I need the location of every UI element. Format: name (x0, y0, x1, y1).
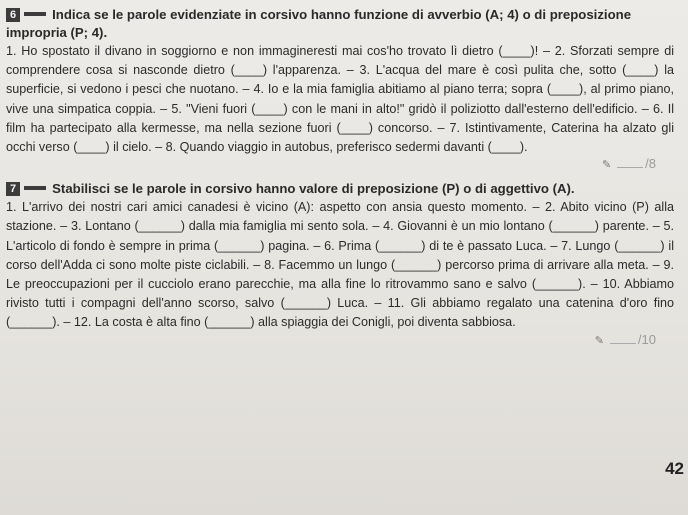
exercise-7-text: 1. L'arrivo dei nostri cari amici canadesi è vicino (A): aspetto con ansia questo momento. – 2. Abito vicino (P) alla stazione. – 3. Lontano (______) dalla mia famiglia mi sento sola. – 4. Giovanni è un mio lontano (______) parente. – 5. L'articolo di fondo è sempre in prima (______) pagina. – 6. Prima (______) di te è passato Luca. – 7. Lungo (______) il corso dell'Adda ci sono molte piste ciclabili. – 8. Facemmo un lungo (______) percorso prima di arrivare alla meta. – 9. Le preoccupazioni per il cucciolo erano parecchie, ma alla fine lo ritrovammo sano e salvo (______). – 10. Abbiamo rivisto tutti i compagni dell'anno scorso, salvo (______) Luca. – 11. Gli abbiamo regalato una catenina d'oro fino (______). – 12. La costa è alta fino (______) alla spiaggia dei Conigli, poi diventa sabbiosa. (6, 200, 674, 330)
exercise-7-number-badge: 7 (6, 182, 20, 196)
exercise-6-score (6, 155, 674, 174)
exercise-6-number-badge: 6 (6, 8, 20, 22)
exercise-7-heading (6, 180, 674, 198)
exercise-7-score (6, 331, 674, 350)
exercise-marker-icon (24, 12, 46, 16)
pencil-icon: ✎ (601, 159, 612, 172)
exercise-7-score-total: /10 (637, 331, 656, 347)
exercise-6 (6, 6, 674, 174)
score-blank[interactable] (617, 167, 643, 168)
exercise-6-score-total: /8 (645, 156, 656, 172)
score-blank[interactable] (610, 343, 636, 344)
exercise-6-instruction: Indica se le parole evidenziate in corsivo hanno funzione di avverbio (A; 4) o di preposizione impropria (P; 4). (6, 7, 632, 40)
exercise-7 (6, 180, 674, 349)
page-number: 42 (665, 459, 684, 478)
exercise-6-text: 1. Ho spostato il divano in soggiorno e non immagineresti mai cos'ho trovato lì dietro (____)! – 2. Sforzati sempre di comprendere cosa si nasconde dietro (____) l'apparenza. – 3. L'acqua del mare è così pulita che, sotto (____) la superficie, si vedono i pesci che nuotano. – 4. Io e la mia famiglia abitiamo al piano terra; sopra (____), al primo piano, vive una simpatica coppia. – 5. "Vieni fuori (____) con le mani in alto!" gridò il poliziotto dall'esterno dell'edificio. – 6. Il film ha partecipato alla kermesse, ma nella sezione fuori (____) concorso. – 7. Istintivamente, Caterina ha alzato gli occhi verso (____) il cielo. – 8. Quando viaggio in autobus, preferisco sedermi davanti (____). (6, 44, 674, 155)
pencil-icon: ✎ (594, 334, 604, 347)
exercise-marker-icon (24, 186, 46, 190)
exercise-7-instruction: Stabilisci se le parole in corsivo hanno valore di preposizione (P) o di aggettivo (A). (52, 181, 575, 197)
exercise-6-heading (6, 6, 674, 42)
